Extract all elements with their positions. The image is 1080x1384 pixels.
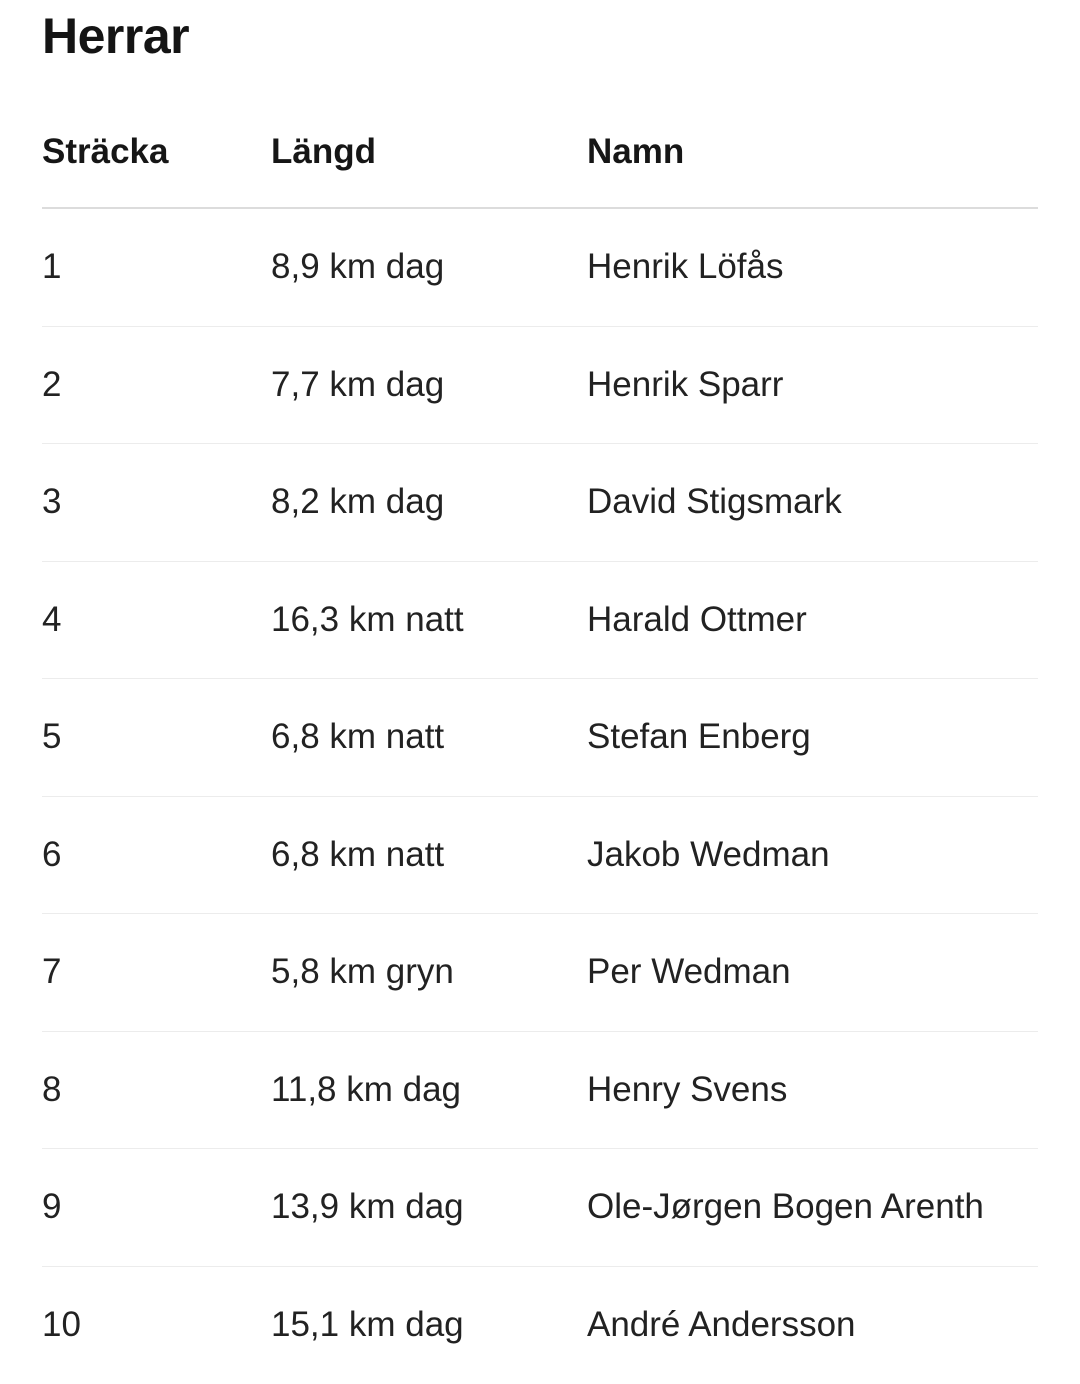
leg-length: 15,1 km dag	[271, 1267, 464, 1384]
relay-table	[42, 92, 1038, 1384]
leg-number: 1	[42, 209, 61, 326]
runner-name: Ole-Jørgen Bogen Arenth	[587, 1149, 984, 1266]
leg-length: 6,8 km natt	[271, 679, 444, 796]
table-row	[42, 1149, 1038, 1267]
leg-length: 11,8 km dag	[271, 1032, 461, 1149]
table-row	[42, 209, 1038, 327]
leg-number: 8	[42, 1032, 61, 1149]
leg-length: 5,8 km gryn	[271, 914, 454, 1031]
runner-name: David Stigsmark	[587, 444, 842, 561]
leg-length: 13,9 km dag	[271, 1149, 464, 1266]
leg-number: 4	[42, 562, 61, 679]
runner-name: Per Wedman	[587, 914, 791, 1031]
page-title: Herrar	[42, 8, 189, 64]
leg-number: 2	[42, 327, 61, 444]
table-row	[42, 1267, 1038, 1384]
runner-name: Harald Ottmer	[587, 562, 807, 679]
column-header-stracka: Sträcka	[42, 92, 168, 209]
table-header-row	[42, 92, 1038, 209]
leg-number: 9	[42, 1149, 61, 1266]
leg-number: 7	[42, 914, 61, 1031]
leg-number: 5	[42, 679, 61, 796]
leg-number: 6	[42, 797, 61, 914]
runner-name: Henrik Löfås	[587, 209, 783, 326]
runner-name: Henry Svens	[587, 1032, 787, 1149]
runner-name: Jakob Wedman	[587, 797, 830, 914]
column-header-langd: Längd	[271, 92, 376, 209]
leg-number: 3	[42, 444, 61, 561]
runner-name: André Andersson	[587, 1267, 856, 1384]
leg-length: 16,3 km natt	[271, 562, 464, 679]
leg-length: 8,9 km dag	[271, 209, 444, 326]
table-row	[42, 797, 1038, 915]
table-row	[42, 914, 1038, 1032]
leg-number: 10	[42, 1267, 81, 1384]
runner-name: Stefan Enberg	[587, 679, 811, 796]
runner-name: Henrik Sparr	[587, 327, 783, 444]
table-row	[42, 679, 1038, 797]
table-row	[42, 1032, 1038, 1150]
column-header-namn: Namn	[587, 92, 684, 209]
leg-length: 8,2 km dag	[271, 444, 444, 561]
table-row	[42, 444, 1038, 562]
table-row	[42, 327, 1038, 445]
leg-length: 6,8 km natt	[271, 797, 444, 914]
table-row	[42, 562, 1038, 680]
leg-length: 7,7 km dag	[271, 327, 444, 444]
